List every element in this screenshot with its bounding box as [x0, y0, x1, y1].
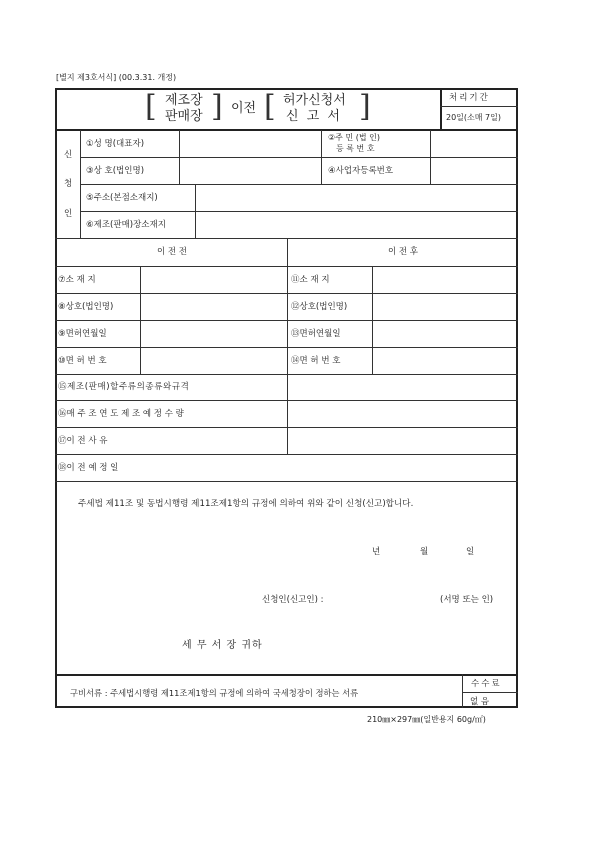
transfer-date-field[interactable] [289, 456, 516, 479]
ba-line-2 [55, 293, 518, 294]
ba-line-5 [55, 374, 518, 375]
transfer-reason-label: ⑰이 전 사 유 [58, 436, 108, 446]
before-license-date-label: ⑨면허연월일 [58, 329, 107, 339]
applicant-line-2 [80, 184, 518, 185]
fee-value: 없 음 [470, 697, 490, 707]
registration-number-label-top: ②주 민 (법 인) [328, 133, 380, 142]
title-report: 신 고 서 [286, 109, 342, 124]
name-label: ①성 명(대표자) [86, 139, 145, 149]
required-documents: 구비서류 : 주세법시행령 제11조제1항의 규정에 의하여 국세청장이 정하는 서류 [70, 688, 359, 698]
site-address-field[interactable] [197, 213, 516, 236]
title-bottom-line [55, 129, 518, 131]
after-license-date-field[interactable] [374, 322, 516, 345]
after-transfer-header: 이 전 후 [387, 247, 419, 257]
signature-field[interactable] [345, 590, 435, 608]
long-line-3 [55, 454, 518, 455]
processing-divider [440, 106, 518, 107]
before-license-number-field[interactable] [142, 349, 285, 372]
application-statement: 주세법 제11조 및 동법시행령 제11조제1항의 규정에 의하여 위와 같이 신청(신고)합니다. [78, 499, 414, 509]
processing-period-label: 처리기간 [449, 93, 490, 103]
applicant-line-1 [80, 157, 518, 158]
long-line-2 [55, 427, 518, 428]
after-license-date-label: ⑬면허연월일 [291, 329, 341, 339]
long-line-4 [55, 481, 518, 482]
applicant-side-char-2: 청 [64, 179, 73, 189]
transfer-reason-field[interactable] [289, 429, 516, 452]
liquor-type-label: ⑮제조(판매)할주류의종류와규격 [58, 382, 190, 392]
planned-quantity-label: ⑯매 주 조 연 도 제 조 예 정 수 량 [58, 409, 184, 419]
planned-quantity-field[interactable] [289, 402, 516, 425]
before-location-field[interactable] [142, 268, 285, 291]
address-field[interactable] [197, 186, 516, 209]
addressee: 세 무 서 장 귀하 [182, 640, 263, 651]
transfer-date-label: ⑱이 전 예 정 일 [58, 463, 119, 473]
right-bracket-open: [ [264, 89, 276, 124]
after-location-label: ⑪소 재 지 [291, 275, 330, 285]
business-number-field[interactable] [432, 159, 516, 182]
after-location-field[interactable] [374, 268, 516, 291]
ba-line-4 [55, 347, 518, 348]
name-field[interactable] [181, 132, 319, 155]
before-location-label: ⑦소 재 지 [58, 275, 96, 285]
before-license-date-field[interactable] [142, 322, 285, 345]
documents-top-line [55, 674, 518, 676]
left-bracket-close: ] [211, 89, 223, 124]
before-after-divider [287, 238, 288, 454]
right-bracket-close: ] [359, 89, 371, 124]
before-trade-name-field[interactable] [142, 295, 285, 318]
form-reference: [별지 제3호서식] (00.3.31. 개정) [56, 73, 177, 82]
registration-number-label-bottom: 등 록 번 호 [336, 144, 375, 153]
date-day: 일 [466, 547, 475, 557]
before-license-number-label: ⑩면 허 번 호 [58, 356, 107, 366]
after-trade-name-label: ⑫상호(법인명) [291, 302, 348, 312]
applicant-side-char-1: 신 [64, 150, 73, 160]
title-shop: 판매장 [165, 109, 203, 124]
trade-name-label: ③상 호(법인명) [86, 166, 145, 176]
before-transfer-header: 이 전 전 [156, 247, 188, 257]
long-line-1 [55, 400, 518, 401]
site-address-label: ⑥제조(판매)장소재지 [86, 220, 166, 230]
applicant-signer-label: 신청인(신고인) : [262, 595, 324, 605]
ba-line-1 [55, 266, 518, 267]
trade-name-field[interactable] [181, 159, 319, 182]
fee-divider [462, 674, 463, 708]
date-year: 년 [372, 547, 381, 557]
liquor-type-field[interactable] [289, 376, 516, 398]
before-trade-name-label: ⑧상호(법인명) [58, 302, 114, 312]
ba-line-3 [55, 320, 518, 321]
left-bracket-open: [ [145, 89, 157, 124]
registration-number-field[interactable] [432, 132, 516, 155]
address-label: ⑤주소(본점소재지) [86, 193, 158, 203]
title-manufactory: 제조장 [165, 93, 203, 108]
title-application: 허가신청서 [283, 93, 346, 108]
after-trade-name-field[interactable] [374, 295, 516, 318]
fee-label: 수수료 [471, 679, 502, 689]
applicant-line-3 [80, 211, 518, 212]
title-transfer: 이전 [231, 101, 257, 116]
business-number-label: ④사업자등록번호 [328, 166, 394, 176]
applicant-side-char-3: 인 [64, 209, 73, 219]
fee-line [462, 692, 518, 693]
processing-period-value: 20일(소매 7일) [446, 113, 501, 122]
after-license-number-field[interactable] [374, 349, 516, 372]
after-license-number-label: ⑭면 허 번 호 [291, 356, 341, 366]
title-divider [440, 88, 442, 130]
date-month: 월 [420, 547, 429, 557]
signature-note: (서명 또는 인) [440, 595, 494, 605]
paper-specification: 210㎜×297㎜(일반용지 60g/㎡) [367, 715, 486, 724]
